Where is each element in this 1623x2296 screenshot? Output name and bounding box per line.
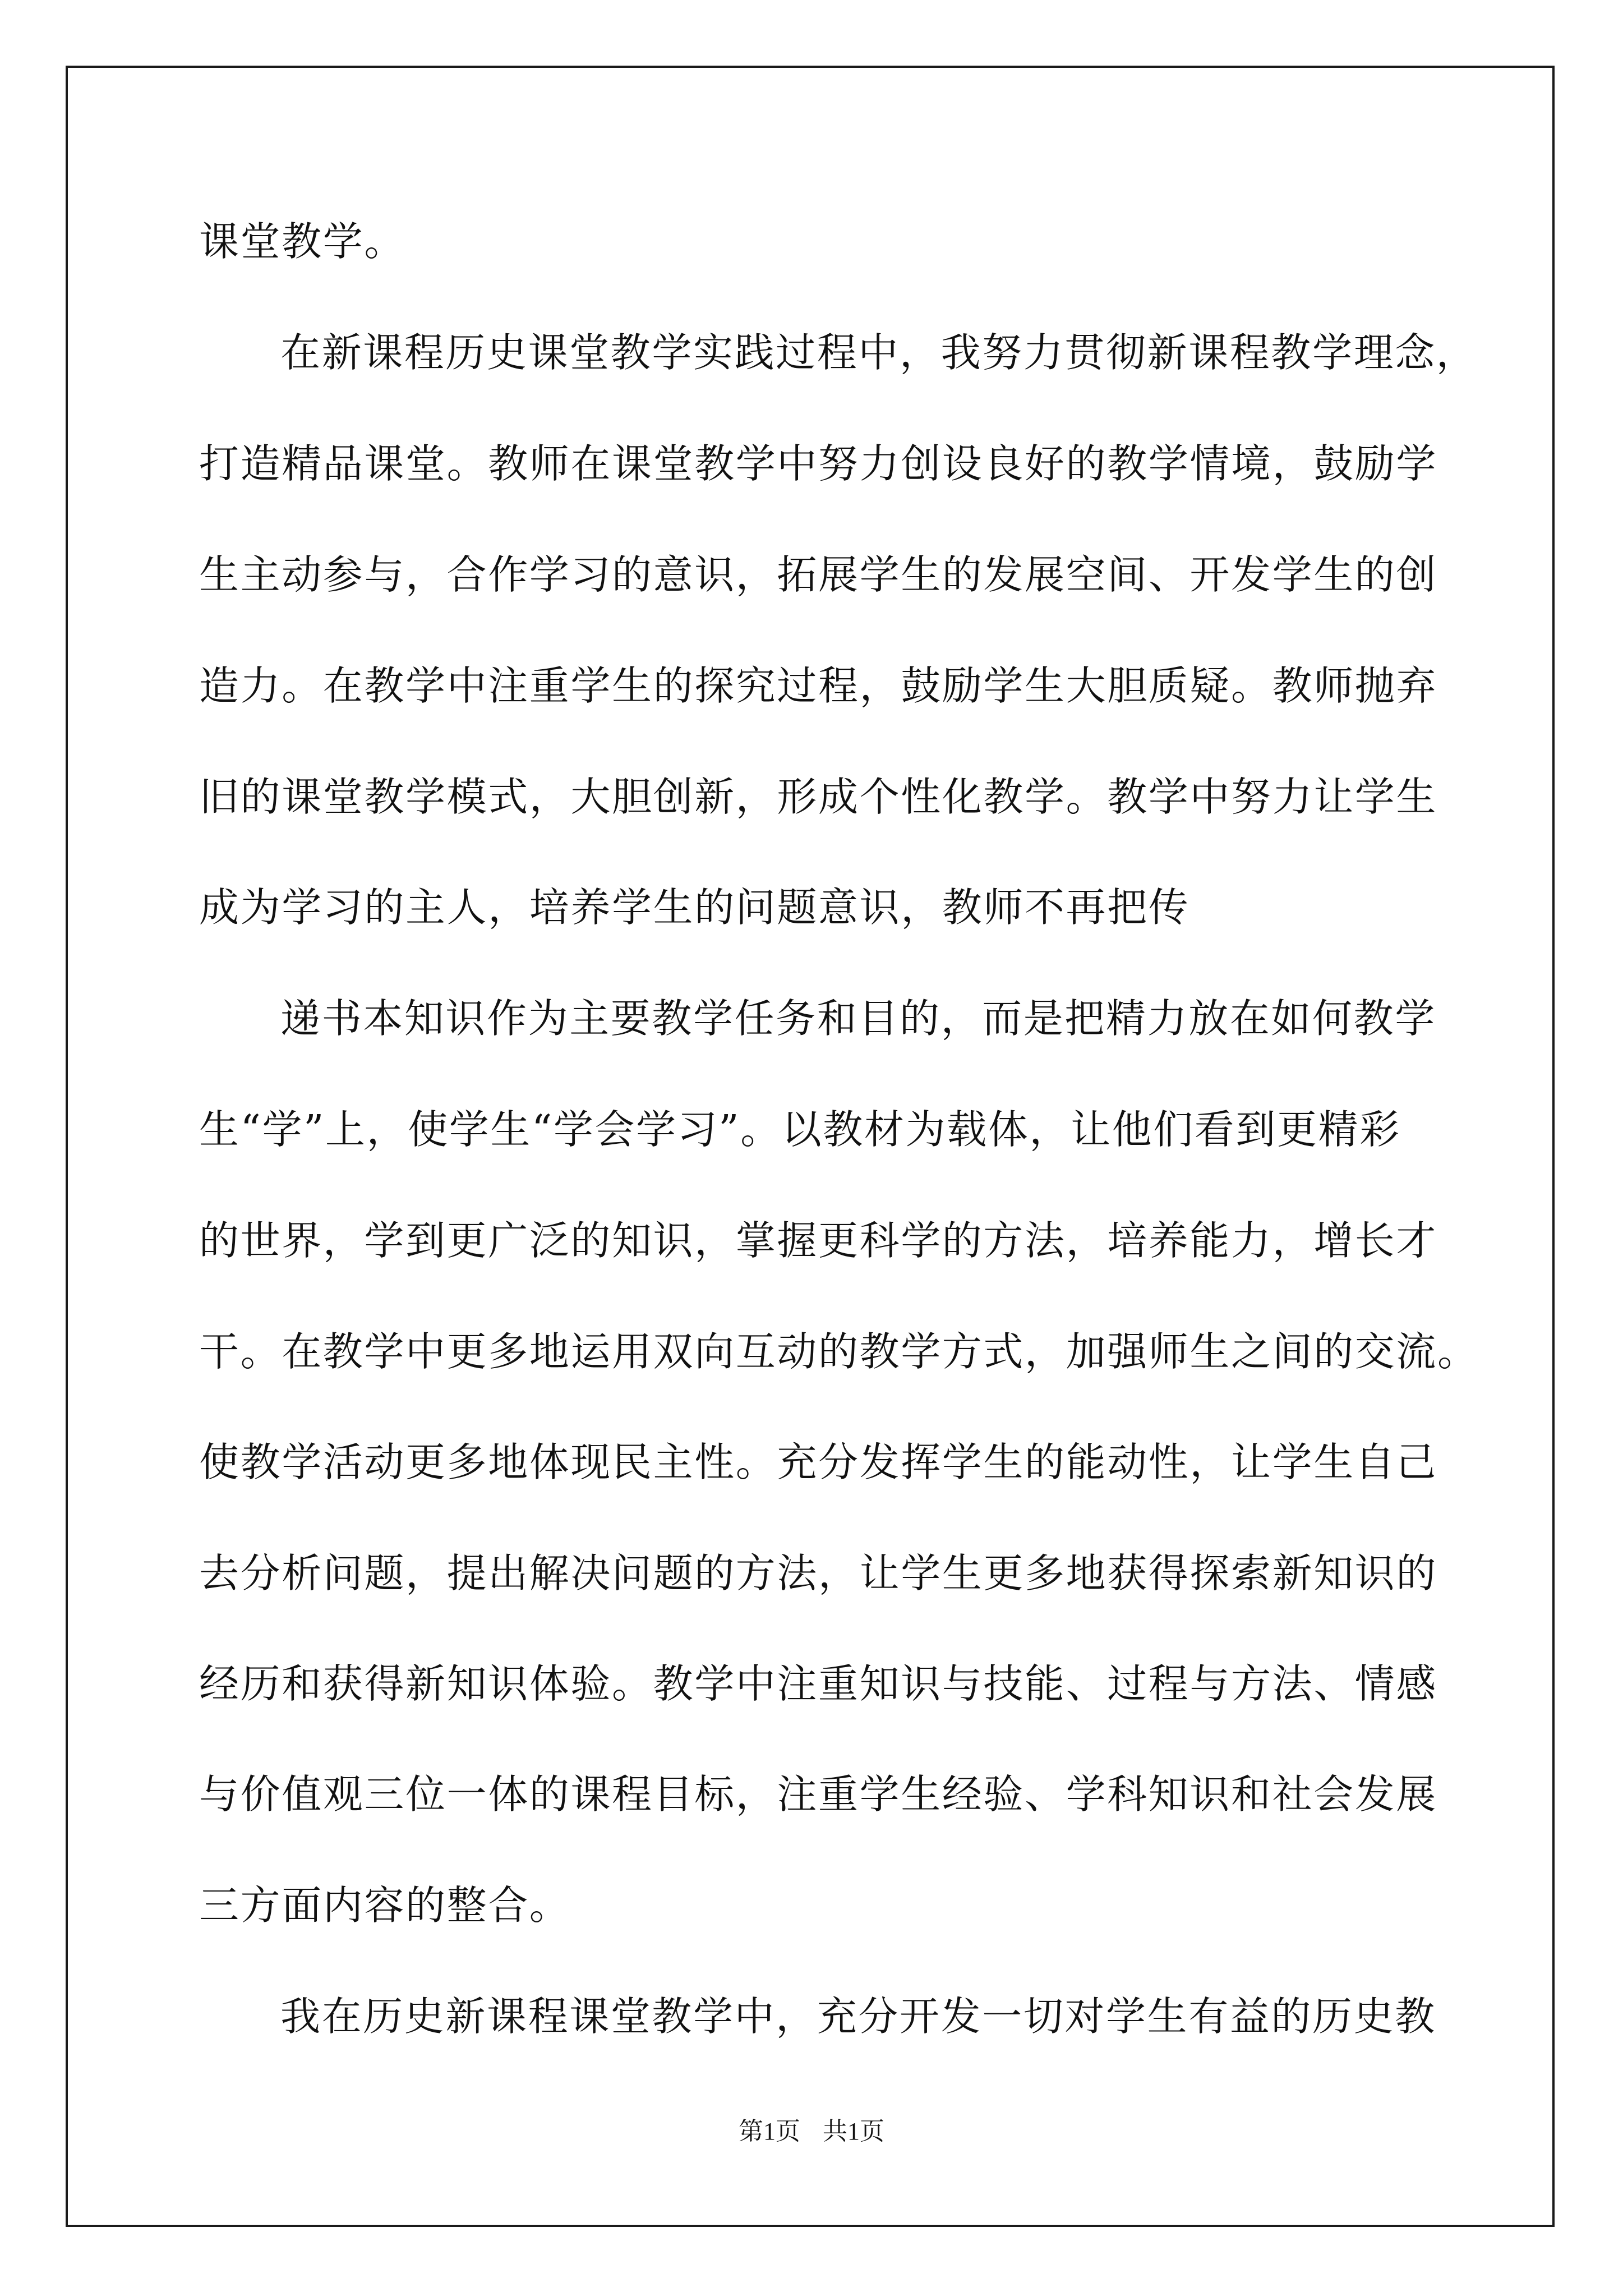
body-line: 成为学习的主人，培养学生的问题意识，教师不再把传 [199, 884, 1190, 931]
page-footer [0, 2118, 1623, 2146]
body-line: 打造精品课堂。教师在课堂教学中努力创设良好的教学情境，鼓励学 [199, 440, 1438, 487]
body-line: 课堂教学。 [199, 218, 406, 265]
body-line: 生主动参与，合作学习的意识，拓展学生的发展空间、开发学生的创 [199, 551, 1438, 598]
body-line: 我在历史新课程课堂教学中，充分开发一切对学生有益的历史教 [280, 1993, 1436, 2040]
body-line: 生“学”上，使学生“学会学习”。以教材为载体，让他们看到更精彩 [199, 1106, 1401, 1153]
body-line: 干。在教学中更多地运用双向互动的教学方式，加强师生之间的交流。 [199, 1328, 1479, 1375]
page-number: 第1页 [739, 2118, 800, 2145]
body-line: 三方面内容的整合。 [199, 1882, 571, 1929]
body-line: 旧的课堂教学模式，大胆创新，形成个性化教学。教学中努力让学生 [199, 774, 1438, 820]
body-line: 的世界，学到更广泛的知识，掌握更科学的方法，培养能力，增长才 [199, 1217, 1438, 1264]
body-line: 造力。在教学中注重学生的探究过程，鼓励学生大胆质疑。教师抛弃 [199, 662, 1438, 709]
body-line: 在新课程历史课堂教学实践过程中，我努力贯彻新课程教学理念， [280, 329, 1478, 376]
body-line: 经历和获得新知识体验。教学中注重知识与技能、过程与方法、情感 [199, 1660, 1438, 1707]
body-line: 递书本知识作为主要教学任务和目的，而是把精力放在如何教学 [280, 995, 1436, 1042]
body-line: 使教学活动更多地体现民主性。充分发挥学生的能动性，让学生自己 [199, 1439, 1438, 1485]
body-line: 与价值观三位一体的课程目标，注重学生经验、学科知识和社会发展 [199, 1771, 1438, 1818]
page-total: 共1页 [823, 2118, 884, 2145]
body-line: 去分析问题，提出解决问题的方法，让学生更多地获得探索新知识的 [199, 1550, 1438, 1596]
